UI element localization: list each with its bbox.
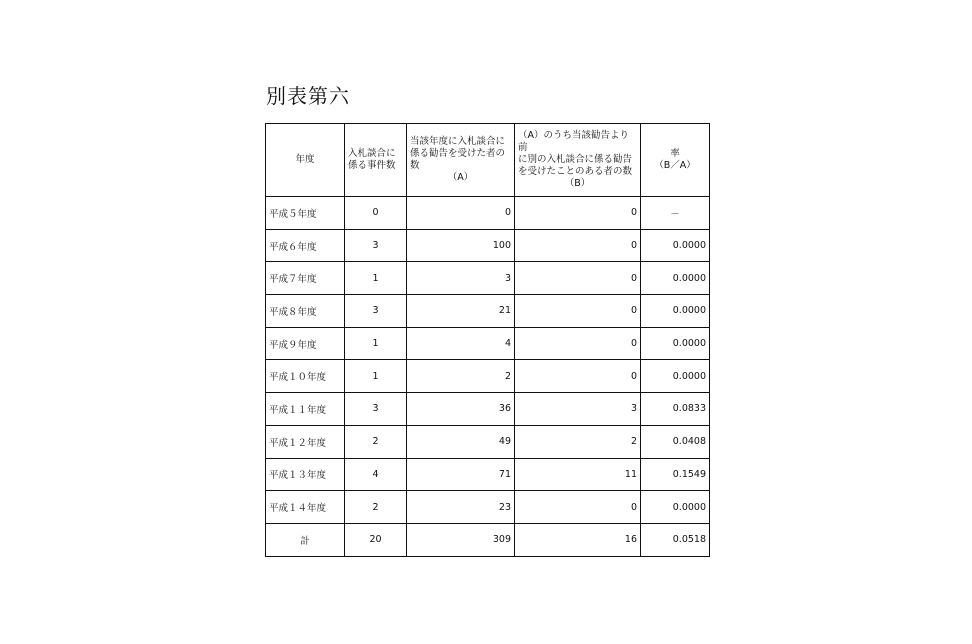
rate-cell: 0.0000 [641, 229, 710, 262]
total-b-cell: 16 [515, 523, 641, 556]
header-year: 年度 [266, 124, 345, 197]
header-a-line2: 係る勧告を受けた者の [410, 148, 506, 159]
cases-cell: 3 [345, 295, 407, 328]
cases-cell: 1 [345, 327, 407, 360]
rate-cell: 0.0000 [641, 327, 710, 360]
year-cell: 平成６年度 [266, 229, 345, 262]
rate-cell: 0.1549 [641, 458, 710, 491]
year-cell: 平成１３年度 [266, 458, 345, 491]
total-row [266, 523, 710, 556]
table-row [266, 458, 710, 491]
year-cell: 平成７年度 [266, 262, 345, 295]
b-cell: 0 [515, 262, 641, 295]
table-row [266, 295, 710, 328]
header-b-line1: （A）のうち当該勧告より前 [518, 130, 629, 153]
table-row [266, 327, 710, 360]
table-row [266, 393, 710, 426]
table-row [266, 491, 710, 524]
table-row [266, 425, 710, 458]
year-cell: 平成１４年度 [266, 491, 345, 524]
a-cell: 4 [407, 327, 515, 360]
a-cell: 100 [407, 229, 515, 262]
cases-cell: 1 [345, 262, 407, 295]
rate-cell: 0.0000 [641, 491, 710, 524]
year-cell: 平成５年度 [266, 197, 345, 230]
a-cell: 49 [407, 425, 515, 458]
table-row [266, 229, 710, 262]
header-a-line3: 数 [410, 160, 420, 171]
year-cell: 平成８年度 [266, 295, 345, 328]
header-a-line4: （A） [447, 172, 474, 183]
b-cell: 11 [515, 458, 641, 491]
a-cell: 71 [407, 458, 515, 491]
header-rate [641, 124, 710, 197]
header-b-line4: （B） [564, 178, 591, 189]
header-rate-line1: 率 [670, 148, 680, 159]
total-a-cell: 309 [407, 523, 515, 556]
total-rate-cell: 0.0518 [641, 523, 710, 556]
header-a [407, 124, 515, 197]
b-cell: 0 [515, 197, 641, 230]
year-cell: 平成１０年度 [266, 360, 345, 393]
b-cell: 0 [515, 491, 641, 524]
header-cases-line1: 入札談合に [348, 148, 396, 159]
header-a-line1: 当該年度に入札談合に [410, 136, 506, 147]
a-cell: 36 [407, 393, 515, 426]
a-cell: 21 [407, 295, 515, 328]
year-cell: 平成９年度 [266, 327, 345, 360]
rate-cell: － [641, 197, 710, 230]
cases-cell: 0 [345, 197, 407, 230]
cases-cell: 2 [345, 491, 407, 524]
rate-cell: 0.0408 [641, 425, 710, 458]
year-cell: 平成１２年度 [266, 425, 345, 458]
a-cell: 23 [407, 491, 515, 524]
b-cell: 0 [515, 360, 641, 393]
rate-cell: 0.0000 [641, 295, 710, 328]
rate-cell: 0.0000 [641, 360, 710, 393]
header-cases [345, 124, 407, 197]
table-row [266, 197, 710, 230]
statistics-table [265, 123, 710, 557]
b-cell: 0 [515, 229, 641, 262]
header-row [266, 124, 710, 197]
rate-cell: 0.0833 [641, 393, 710, 426]
table-row [266, 360, 710, 393]
year-cell: 平成１１年度 [266, 393, 345, 426]
header-b-line3: を受けたことのある者の数 [518, 166, 633, 177]
page-title: 別表第六 [266, 84, 350, 108]
a-cell: 3 [407, 262, 515, 295]
a-cell: 0 [407, 197, 515, 230]
b-cell: 0 [515, 327, 641, 360]
b-cell: 3 [515, 393, 641, 426]
cases-cell: 3 [345, 229, 407, 262]
total-cases-cell: 20 [345, 523, 407, 556]
cases-cell: 2 [345, 425, 407, 458]
header-b [515, 124, 641, 197]
b-cell: 2 [515, 425, 641, 458]
total-label-cell: 計 [266, 523, 345, 556]
cases-cell: 4 [345, 458, 407, 491]
header-rate-line2: （B／A） [654, 160, 696, 171]
cases-cell: 1 [345, 360, 407, 393]
a-cell: 2 [407, 360, 515, 393]
header-cases-line2: 係る事件数 [348, 160, 396, 171]
table-row [266, 262, 710, 295]
cases-cell: 3 [345, 393, 407, 426]
b-cell: 0 [515, 295, 641, 328]
header-b-line2: に別の入札談合に係る勧告 [518, 154, 633, 165]
rate-cell: 0.0000 [641, 262, 710, 295]
